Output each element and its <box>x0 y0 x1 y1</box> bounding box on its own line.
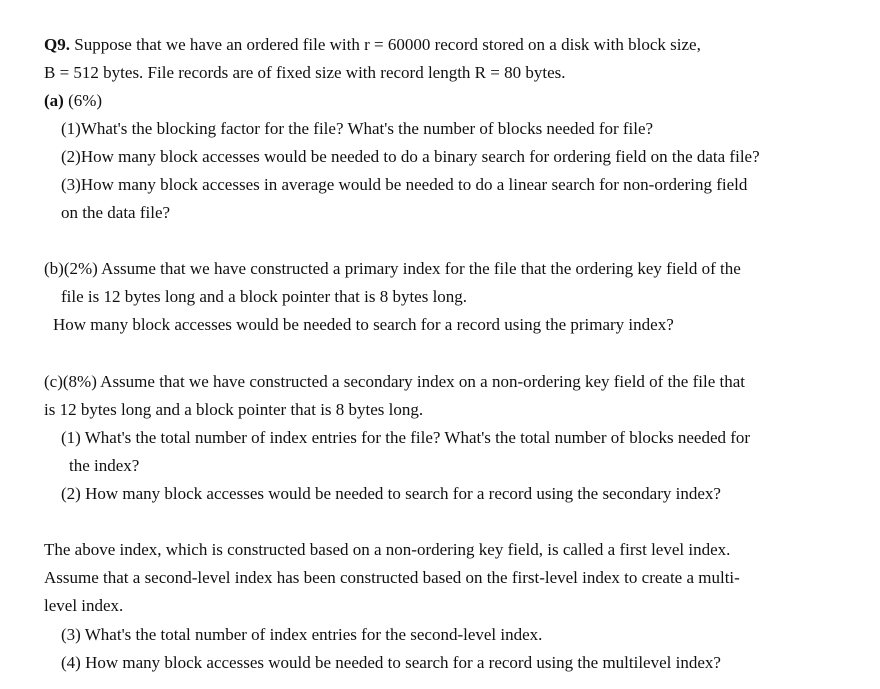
part-c-question-1-line-2: the index? <box>69 456 140 475</box>
multilevel-paragraph-line-2: Assume that a second-level index has been constructed based on the first-level index to create a multi- <box>44 568 740 587</box>
part-a-question-1: (1)What's the blocking factor for the file? What's the number of blocks needed for file? <box>61 119 654 138</box>
part-a-weight: (6%) <box>63 91 103 110</box>
part-c-question-2: (2) How many block accesses would be needed to search for a record using the secondary index? <box>61 484 721 503</box>
part-b-line-1: (b)(2%) Assume that we have constructed a primary index for the file that the ordering key field of the <box>44 259 741 278</box>
part-b-line-2: file is 12 bytes long and a block pointer that is 8 bytes long. <box>61 287 468 306</box>
part-a-question-3-line-1: (3)How many block accesses in average would be needed to do a linear search for non-ordering field <box>61 175 748 194</box>
part-a-question-3-line-2: on the data file? <box>61 203 171 222</box>
question-intro-line-2: B = 512 bytes. File records are of fixed size with record length R = 80 bytes. <box>44 63 566 82</box>
multilevel-paragraph-line-3: level index. <box>44 596 124 615</box>
multilevel-paragraph-line-1: The above index, which is constructed based on a non-ordering key field, is called a first level index. <box>44 540 731 559</box>
part-c-question-4: (4) How many block accesses would be needed to search for a record using the multilevel index? <box>61 653 721 672</box>
part-c-line-2: is 12 bytes long and a block pointer that is 8 bytes long. <box>44 400 424 419</box>
part-c-question-3: (3) What's the total number of index entries for the second-level index. <box>61 625 543 644</box>
question-intro-text: Suppose that we have an ordered file with r = 60000 record stored on a disk with block size, <box>69 35 701 54</box>
question-intro-line-1 <box>44 35 701 55</box>
part-a-question-2: (2)How many block accesses would be needed to do a binary search for ordering field on the data file? <box>61 147 760 166</box>
part-b-line-3: How many block accesses would be needed to search for a record using the primary index? <box>53 315 674 334</box>
part-c-question-1-line-1: (1) What's the total number of index entries for the file? What's the total number of blocks needed for <box>61 428 751 447</box>
part-a-heading <box>44 91 102 111</box>
part-a-label: (a) <box>44 91 64 110</box>
part-c-line-1: (c)(8%) Assume that we have constructed a secondary index on a non-ordering key field of the file that <box>44 372 746 391</box>
question-number: Q9. <box>44 35 70 54</box>
